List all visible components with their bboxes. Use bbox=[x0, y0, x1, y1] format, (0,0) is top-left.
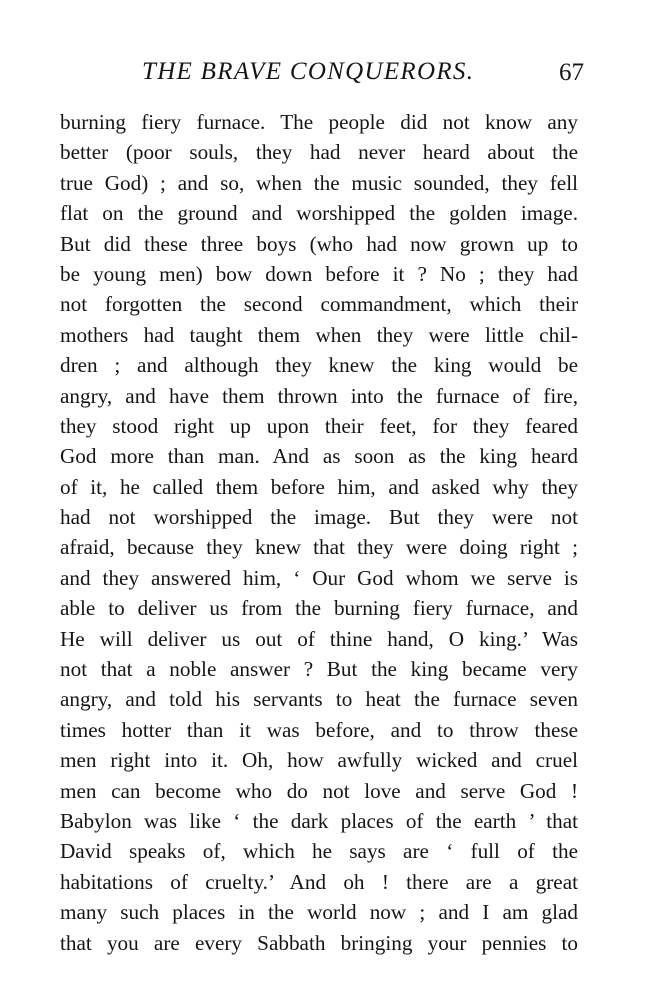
page-number: 67 bbox=[559, 59, 584, 86]
text-line: had not worshipped the image. But they were not bbox=[60, 505, 578, 530]
text-line: dren ; and although they knew the king would be bbox=[60, 353, 578, 378]
text-line: angry, and have them thrown into the furnace of fire, bbox=[60, 383, 578, 408]
text-line: that you are every Sabbath bringing your pennies to bbox=[60, 930, 578, 955]
text-line: men can become who do not love and serve God ! bbox=[60, 778, 578, 803]
text-line: men right into it. Oh, how awfully wicked and cruel bbox=[60, 748, 578, 773]
text-line: and they answered him, ‘ Our God whom we serve is bbox=[60, 565, 578, 590]
text-line: times hotter than it was before, and to throw these bbox=[60, 717, 578, 742]
text-line: better (poor souls, they had never heard about the bbox=[60, 140, 578, 165]
text-line: He will deliver us out of thine hand, O king.’ Was bbox=[60, 626, 578, 651]
text-line: habitations of cruelty.’ And oh ! there are a great bbox=[60, 869, 578, 894]
text-line: able to deliver us from the burning fiery furnace, and bbox=[60, 596, 578, 621]
text-line: God more than man. And as soon as the king heard bbox=[60, 444, 578, 469]
text-line: many such places in the world now ; and I am glad bbox=[60, 900, 578, 925]
text-line: be young men) bow down before it ? No ; they had bbox=[60, 261, 578, 286]
text-line: not that a noble answer ? But the king became very bbox=[60, 657, 578, 682]
text-line: flat on the ground and worshipped the golden image. bbox=[60, 201, 578, 226]
body-text bbox=[60, 107, 578, 958]
text-line: afraid, because they knew that they were doing right ; bbox=[60, 535, 578, 560]
text-line: true God) ; and so, when the music sounded, they fell bbox=[60, 170, 578, 195]
running-head bbox=[142, 58, 584, 94]
text-line: Babylon was like ‘ the dark places of the earth ’ that bbox=[60, 808, 578, 833]
text-line: mothers had taught them when they were little chil- bbox=[60, 322, 578, 347]
text-line: David speaks of, which he says are ‘ full of the bbox=[60, 839, 578, 864]
text-line: they stood right up upon their feet, for they feared bbox=[60, 413, 578, 438]
text-line: burning fiery furnace. The people did not know any bbox=[60, 110, 578, 134]
text-line: not forgotten the second commandment, which their bbox=[60, 292, 578, 317]
text-line: of it, he called them before him, and asked why they bbox=[60, 474, 578, 499]
text-line: But did these three boys (who had now grown up to bbox=[60, 231, 578, 256]
text-line: angry, and told his servants to heat the furnace seven bbox=[60, 687, 578, 712]
running-title: THE BRAVE CONQUERORS. bbox=[142, 58, 475, 85]
